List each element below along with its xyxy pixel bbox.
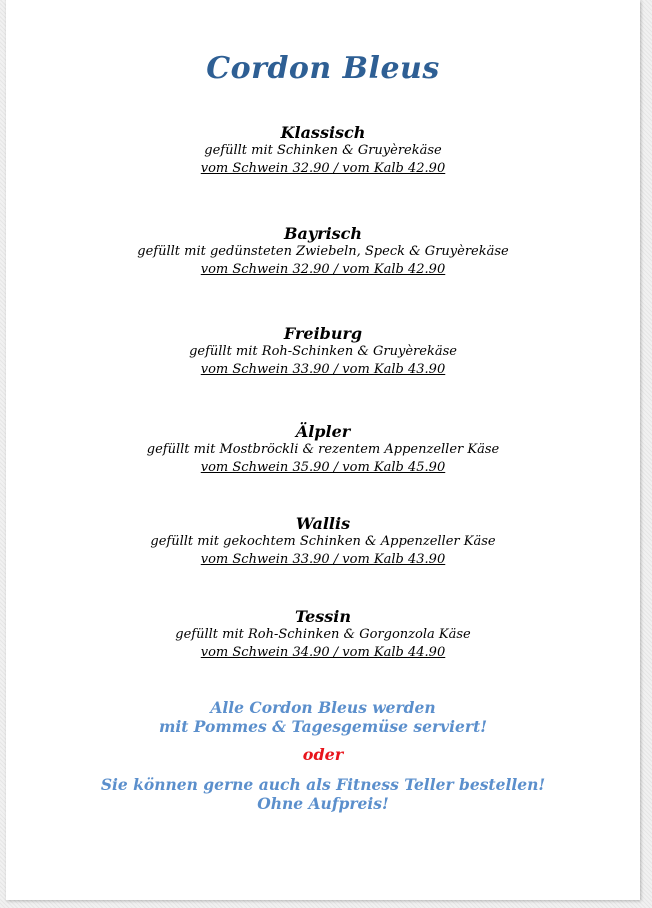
- menu-item-price: vom Schwein 34.90 / vom Kalb 44.90: [200, 645, 446, 660]
- menu-item-description: gefüllt mit gekochtem Schinken & Appenzeller Käse: [150, 534, 496, 549]
- fitness-line-1: Sie können gerne auch als Fitness Teller bestellen!: [100, 775, 546, 794]
- menu-item-tessin: [6, 607, 640, 661]
- menu-item-price: vom Schwein 35.90 / vom Kalb 45.90: [200, 460, 446, 475]
- menu-page: [6, 0, 640, 900]
- fitness-note: [6, 775, 640, 813]
- menu-item-name: Tessin: [295, 607, 351, 626]
- menu-item-name: Wallis: [295, 514, 351, 533]
- menu-item-bayrisch: [6, 224, 640, 278]
- menu-item-price: vom Schwein 32.90 / vom Kalb 42.90: [200, 262, 446, 277]
- menu-item-price: vom Schwein 33.90 / vom Kalb 43.90: [200, 552, 446, 567]
- oder-separator: oder: [302, 745, 344, 764]
- menu-item-description: gefüllt mit Mostbröckli & rezentem Appenzeller Käse: [146, 442, 500, 457]
- menu-item-description: gefüllt mit gedünsteten Zwiebeln, Speck & Gruyèrekäse: [137, 244, 509, 259]
- menu-item-freiburg: [6, 324, 640, 378]
- menu-item-wallis: [6, 514, 640, 568]
- menu-item-aelpler: [6, 422, 640, 476]
- menu-item-description: gefüllt mit Roh-Schinken & Gruyèrekäse: [189, 344, 457, 359]
- served-line-2: mit Pommes & Tagesgemüse serviert!: [158, 717, 488, 736]
- menu-item-klassisch: [6, 123, 640, 177]
- fitness-line-2: Ohne Aufpreis!: [257, 794, 389, 813]
- menu-item-name: Bayrisch: [283, 224, 363, 243]
- menu-item-price: vom Schwein 32.90 / vom Kalb 42.90: [200, 161, 446, 176]
- page-title: Cordon Bleus: [206, 51, 440, 86]
- menu-item-price: vom Schwein 33.90 / vom Kalb 43.90: [200, 362, 446, 377]
- menu-item-name: Freiburg: [283, 324, 363, 343]
- served-line-1: Alle Cordon Bleus werden: [210, 698, 436, 717]
- served-with-note: [6, 698, 640, 736]
- menu-item-description: gefüllt mit Schinken & Gruyèrekäse: [204, 143, 442, 158]
- menu-item-name: Älpler: [295, 422, 351, 441]
- menu-item-description: gefüllt mit Roh-Schinken & Gorgonzola Käse: [175, 627, 471, 642]
- menu-item-name: Klassisch: [280, 123, 366, 142]
